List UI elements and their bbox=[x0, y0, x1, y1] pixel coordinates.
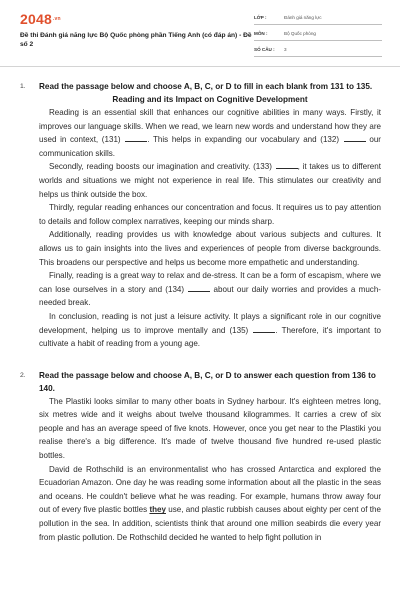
answer-blank-131[interactable] bbox=[125, 135, 147, 142]
meta-row-subject bbox=[254, 29, 382, 41]
answer-blank-135[interactable] bbox=[253, 326, 275, 333]
question-number: 1. bbox=[20, 83, 26, 90]
paragraph-text: Secondly, reading boosts our imagination and creativity. (133) bbox=[49, 162, 272, 172]
logo-text: 2048 bbox=[20, 11, 52, 27]
page-header bbox=[0, 0, 400, 66]
passage-paragraph bbox=[39, 269, 381, 310]
meta-value: Đánh giá năng lực bbox=[284, 15, 322, 20]
exam-content bbox=[0, 76, 400, 544]
passage-title: Reading and its Impact on Cognitive Development bbox=[112, 95, 308, 104]
exam-title: Đề thi Đánh giá năng lực Bộ Quốc phòng phần Tiếng Anh (có đáp án) - Đề số 2 bbox=[20, 32, 252, 48]
paragraph-text: our communication skills. bbox=[39, 135, 381, 158]
paragraph-text: In conclusion, reading is not just a leisure activity. It plays a significant role in our cognitive development, helping us to improve mentally and (135) bbox=[39, 311, 381, 335]
meta-value: Bộ Quốc phòng bbox=[284, 31, 316, 36]
meta-key: MÔN : bbox=[254, 31, 268, 36]
paragraph-text: Thirdly, regular reading enhances our concentration and focus. It requires us to pay attention to details and follow complex narratives, keeping our minds sharp. bbox=[39, 203, 381, 226]
header-divider bbox=[0, 66, 400, 67]
answer-blank-133[interactable] bbox=[276, 162, 298, 169]
paragraph-text: about our daily worries and provides a much-needed break. bbox=[39, 284, 381, 308]
passage-paragraph bbox=[39, 463, 381, 545]
question-2 bbox=[0, 365, 400, 545]
meta-key: SỐ CÂU : bbox=[254, 47, 275, 52]
answer-blank-132[interactable] bbox=[344, 135, 366, 142]
paragraph-text: . Therefore, it's important to cultivate a habit of reading from a young age. bbox=[39, 325, 381, 349]
meta-row-count bbox=[254, 45, 382, 57]
logo-suffix: .vn bbox=[52, 16, 61, 22]
site-logo[interactable] bbox=[20, 11, 61, 27]
exam-meta bbox=[254, 13, 382, 61]
paragraph-text: Additionally, reading provides us with knowledge about various subjects and cultures. It allows us to gain insights into the lives and experiences of people from diverse backgrounds. This broadens our perspective and helps us become more empathetic and understanding. bbox=[39, 230, 381, 267]
passage-paragraph bbox=[39, 310, 381, 351]
paragraph-text: , it takes us to different worlds and situations we might not experience in real life. This stimulates our creativity and helps us think outside the box. bbox=[39, 162, 381, 199]
question-1 bbox=[0, 76, 400, 351]
underlined-word: they bbox=[149, 505, 166, 515]
answer-blank-134[interactable] bbox=[188, 285, 210, 292]
paragraph-text: . This helps in expanding our vocabulary and (132) bbox=[147, 135, 340, 145]
question-instruction: Read the passage below and choose A, B, C, or D to fill in each blank from 131 to 135. bbox=[39, 82, 373, 91]
meta-row-class bbox=[254, 13, 382, 25]
meta-value: 3 bbox=[284, 47, 287, 52]
paragraph-text: The Plastiki looks similar to many other boats in Sydney harbour. It's eighteen metres long, six metres wide and it weighs about twelve thousand kilogrammes. It carries a crew of six people and has an average speed of five knots. However, once you get near to the Plastiki you realise there's a big difference. It's made of twelve thousand five hundred re-used plastic bottles. bbox=[39, 396, 381, 461]
passage-paragraph bbox=[39, 106, 381, 160]
passage-paragraph bbox=[39, 160, 381, 201]
meta-key: LỚP : bbox=[254, 15, 267, 20]
passage-paragraph bbox=[39, 201, 381, 228]
paragraph-text: Finally, reading is a great way to relax and de-stress. It can be a form of escapism, where we can lose ourselves in a story and (134) bbox=[39, 271, 381, 294]
passage-paragraph bbox=[39, 228, 381, 269]
question-number: 2. bbox=[20, 371, 26, 379]
question-instruction: Read the passage below and choose A, B, C, or D to answer each question from 136 to 140. bbox=[39, 370, 376, 393]
paragraph-text: David de Rothschild is an environmentalist who has crossed Antarctica and explored the Ecuadorian Amazon. One day he was reading some information about all the plastic in the seas and oceans. He couldn't believe what he was reading. For example, humans throw away four out of every five plastic bottles bbox=[39, 464, 381, 515]
passage-paragraph bbox=[39, 395, 381, 463]
paragraph-text: Reading is an essential skill that enhances our cognitive abilities in many ways. Firstly, it improves our language skills. When we read, we learn new words and understand how they are used in context, (131) bbox=[39, 108, 381, 145]
paragraph-text: use, and plastic rubbish causes about eighty per cent of the pollution in the sea. In addition, scientists think that around one million seabirds die every year from plastic pollution. De Rothschild decided he wanted to help fight pollution in bbox=[39, 505, 381, 542]
